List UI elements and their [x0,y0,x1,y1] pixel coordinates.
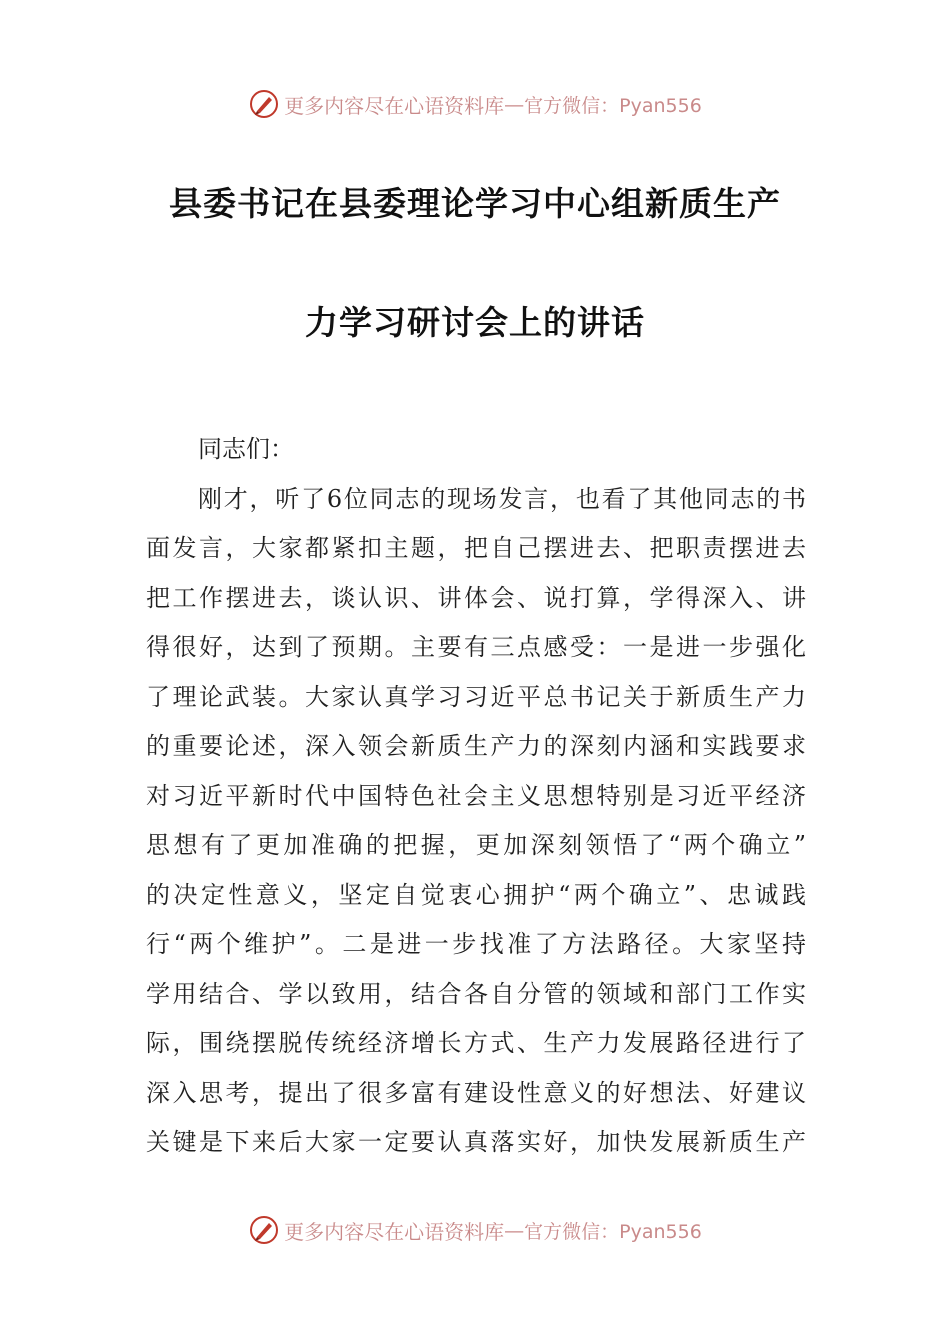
body-line: 了理论武装。大家认真学习习近平总书记关于新质生产力 [146,682,806,711]
body-line: 对习近平新时代中国特色社会主义思想特别是习近平经济 [146,781,806,810]
body-line: 行“两个维护”。二是进一步找准了方法路径。大家坚持 [146,930,806,958]
body-line: 际，围绕摆脱传统经济增长方式、生产力发展路径进行了 [146,1029,806,1057]
body-line: 的重要论述，深入领会新质生产力的深刻内涵和实践要求 [146,732,806,760]
banner-site-name: 更多内容尽在心语资料库 [284,1219,505,1244]
document-title-line-1: 县委书记在县委理论学习中心组新质生产 [169,184,781,223]
banner-wechat: 官方微信：Pyan556 [524,94,702,117]
greeting: 同志们： [198,435,294,463]
banner-site-name: 更多内容尽在心语资料库 [284,93,505,118]
pen-logo-icon [248,88,280,120]
body-line: 关键是下来后大家一定要认真落实好，加快发展新质生产 [146,1128,806,1156]
body-line: 思想有了更加准确的把握，更加深刻领悟了“两个确立” [146,831,806,859]
body-line: 面发言，大家都紧扣主题，把自己摆进去、把职责摆进去 [146,534,806,562]
document-title-line-2: 力学习研讨会上的讲话 [305,303,645,342]
banner-dash: — [504,1218,525,1242]
body-line: 的决定性意义，坚定自觉衷心拥护“两个确立”、忠诚践 [146,880,806,909]
body-line: 得很好，达到了预期。主要有三点感受：一是进一步强化 [146,633,806,661]
header-banner [0,84,950,124]
document-body [146,425,806,1168]
body-line: 把工作摆进去，谈认识、讲体会、说打算，学得深入、讲 [146,583,806,612]
banner-dash: — [504,92,525,116]
footer-banner [0,1210,950,1250]
pen-logo-icon [248,1214,280,1246]
banner-wechat: 官方微信：Pyan556 [524,1220,702,1243]
body-line: 学用结合、学以致用，结合各自分管的领域和部门工作实 [146,979,806,1008]
body-line: 深入思考，提出了很多富有建设性意义的好想法、好建议 [146,1078,806,1107]
body-line: 刚才，听了6位同志的现场发言，也看了其他同志的书 [198,484,806,513]
